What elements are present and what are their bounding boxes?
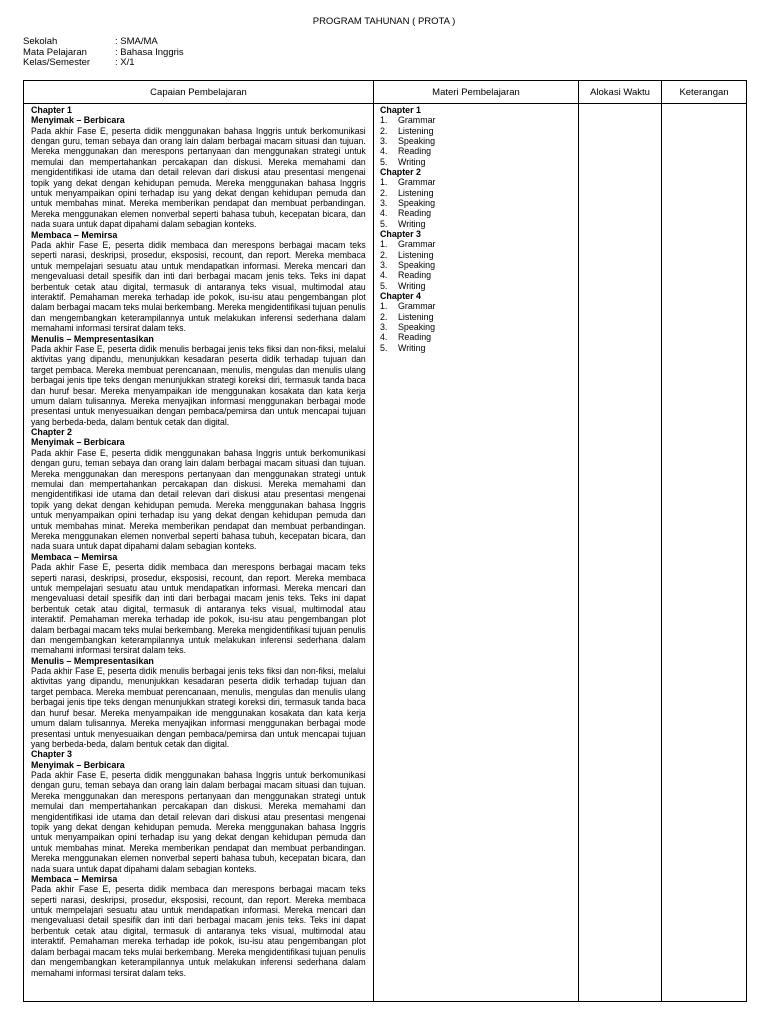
list-item xyxy=(380,208,572,218)
list-item-label: Speaking xyxy=(398,198,436,208)
materi-chapter-heading: Chapter 1 xyxy=(380,105,421,115)
list-item xyxy=(380,260,572,270)
materi-list xyxy=(380,115,572,167)
list-item xyxy=(380,281,572,291)
list-item xyxy=(380,136,572,146)
section-heading: Menulis – Mempresentasikan xyxy=(31,655,154,666)
list-item xyxy=(380,126,572,136)
table-header-row xyxy=(24,81,747,104)
list-number: 5. xyxy=(380,156,388,167)
list-item xyxy=(380,332,572,342)
list-number: 4. xyxy=(380,332,388,343)
list-item-label: Grammar xyxy=(398,301,436,312)
keterangan-cell xyxy=(662,104,747,1002)
section-paragraph: Pada akhir Fase E, peserta didik menggunakan bahasa Inggris untuk berkomunikasi dengan guru, teman sebaya dan orang lain dalam berbagai macam situasi dan tujuan. Mereka menggunakan dan merespons pertanyaan dan menggunakan strategi untuk memulai dan mempertahankan percakapan dan diskusi. Mereka memahami dan mengidentifikasi ide utama dan detail relevan dari diskusi atau presentasi mengenai topik yang dekat dengan kehidupan pemuda. Mereka menggunakan bahasa Inggris untuk menyampaikan opini terhadap isu yang dekat dengan kehidupan pemuda dan untuk membahas minat. Mereka memberikan pendapat dan membuat perbandingan. Mereka menggunakan elemen nonverbal seperti bahasa tubuh, kecepatan bicara, dan nada suara untuk dapat dipahami dalam sebagian konteks. xyxy=(31,769,366,874)
list-number: 2. xyxy=(380,311,388,322)
list-number: 2. xyxy=(380,187,388,198)
meta-row-sekolah xyxy=(23,37,184,48)
header-materi: Materi Pembelajaran xyxy=(374,81,579,104)
list-number: 4. xyxy=(380,146,388,157)
list-number: 2. xyxy=(380,249,388,260)
chapter-heading: Chapter 1 xyxy=(31,105,72,115)
list-item xyxy=(380,198,572,208)
list-number: 4. xyxy=(380,208,388,219)
header-keterangan: Keterangan xyxy=(662,81,747,104)
section-paragraph: Pada akhir Fase E, peserta didik menulis berbagai jenis teks fiksi dan non-fiksi, melalui aktivitas yang dipandu, menunjukkan kesadaran peserta didik terhadap tujuan dan target pembaca. Mereka membuat perencanaan, menulis, mengulas dan menulis ulang berbagai jenis tipe teks dengan menunjukkan strategi koreksi diri, termasuk tanda baca dan huruf besar. Mereka menyampaikan ide menggunakan kosakata dan kata kerja umum dalam tulisannya. Mereka menyajikan informasi menggunakan berbagai mode presentasi untuk menyesuaikan dengan pembaca/pemirsa dan untuk mencapai tujuan yang berbeda-beda, dalam bentuk cetak dan digital. xyxy=(31,666,366,749)
section-paragraph: Pada akhir Fase E, peserta didik menggunakan bahasa Inggris untuk berkomunikasi dengan guru, teman sebaya dan orang lain dalam berbagai macam situasi dan tujuan. Mereka menggunakan dan merespons pertanyaan dan menggunakan strategi untuk memulai dan mempertahankan percakapan dan diskusi. Mereka memahami dan mengidentifikasi ide utama dan detail relevan dari diskusi atau presentasi mengenai topik yang dekat dengan kehidupan pemuda. Mereka menggunakan bahasa Inggris untuk menyampaikan opini terhadap isu yang dekat dengan kehidupan pemuda dan untuk membahas minat. Mereka memberikan pendapat dan membuat perbandingan. Mereka menggunakan elemen nonverbal seperti bahasa tubuh, kecepatan bicara, dan nada suara untuk dapat dipahami dalam sebagian konteks. xyxy=(31,125,366,230)
list-number: 5. xyxy=(380,342,388,353)
list-item-label: Reading xyxy=(398,208,432,219)
list-item xyxy=(380,270,572,280)
list-item-label: Reading xyxy=(398,146,432,157)
chapter-heading: Chapter 2 xyxy=(31,427,72,438)
materi-cell xyxy=(374,104,579,1002)
list-item xyxy=(380,322,572,332)
list-number: 3. xyxy=(380,135,388,146)
header-capaian: Capaian Pembelajaran xyxy=(24,81,374,104)
list-item xyxy=(380,239,572,249)
list-item-label: Listening xyxy=(398,249,434,260)
section-heading: Membaca – Memirsa xyxy=(31,229,118,240)
header-alokasi: Alokasi Waktu xyxy=(579,81,662,104)
section-heading: Membaca – Memirsa xyxy=(31,873,118,884)
meta-label: Sekolah xyxy=(23,36,58,47)
document-title: PROGRAM TAHUNAN ( PROTA ) xyxy=(312,16,456,27)
list-item-label: Grammar xyxy=(398,177,436,188)
meta-label: Mata Pelajaran xyxy=(23,46,87,58)
list-item xyxy=(380,146,572,156)
list-number: 4. xyxy=(380,270,388,281)
materi-list xyxy=(380,239,572,291)
list-number: 1. xyxy=(380,239,388,250)
list-item-label: Listening xyxy=(398,125,434,136)
alokasi-cell xyxy=(579,104,662,1002)
section-heading: Menyimak – Berbicara xyxy=(31,437,125,448)
meta-value: : SMA/MA xyxy=(115,36,158,47)
meta-label: Kelas/Semester xyxy=(23,57,91,68)
list-number: 3. xyxy=(380,260,388,271)
list-number: 3. xyxy=(380,322,388,333)
list-item xyxy=(380,177,572,187)
list-item xyxy=(380,301,572,311)
list-item-label: Reading xyxy=(398,332,432,343)
list-item-label: Writing xyxy=(398,280,426,291)
list-number: 1. xyxy=(380,177,388,188)
list-item-label: Grammar xyxy=(398,239,436,250)
section-paragraph: Pada akhir Fase E, peserta didik menggunakan bahasa Inggris untuk berkomunikasi dengan guru, teman sebaya dan orang lain dalam berbagai macam situasi dan tujuan. Mereka menggunakan dan merespons pertanyaan dan menggunakan strategi untuk memulai dan mempertahankan percakapan dan diskusi. Mereka memahami dan mengidentifikasi ide utama dan detail relevan dari diskusi atau presentasi mengenai topik yang dekat dengan kehidupan pemuda. Mereka menggunakan bahasa Inggris untuk menyampaikan opini terhadap isu yang dekat dengan kehidupan pemuda dan untuk membahas minat. Mereka memberikan pendapat dan membuat perbandingan. Mereka menggunakan elemen nonverbal seperti bahasa tubuh, kecepatan bicara, dan nada suara untuk dapat dipahami dalam sebagian konteks. xyxy=(31,447,366,552)
list-number: 1. xyxy=(380,301,388,312)
section-heading: Menulis – Mempresentasikan xyxy=(31,333,154,344)
list-item-label: Reading xyxy=(398,270,432,281)
materi-list xyxy=(380,177,572,229)
section-paragraph: Pada akhir Fase E, peserta didik membaca dan merespons berbagai macam teks seperti narasi, deskripsi, prosedur, eksposisi, recount, dan report. Mereka membaca untuk mempelajari sesuatu atau untuk mendapatkan informasi. Mereka mencari dan mengevaluasi detail spesifik dan inti dari berbagai macam jenis teks. Teks ini dapat berbentuk cetak atau digital, termasuk di antaranya teks visual, multimodal atau interaktif. Pemahaman mereka terhadap ide pokok, isu-isu atau pengembangan plot dalam berbagai macam teks mulai berkembang. Mereka mengidentifikasi tujuan penulis dan mengembangkan keterampilannya untuk melakukan inferensi sederhana dalam memahami informasi tersirat dalam teks. xyxy=(31,239,366,334)
list-item-label: Grammar xyxy=(398,115,436,126)
list-item xyxy=(380,343,572,353)
materi-chapter-heading: Chapter 3 xyxy=(380,229,421,240)
section-heading: Menyimak – Berbicara xyxy=(31,759,125,770)
list-item-label: Writing xyxy=(398,218,426,229)
section-paragraph: Pada akhir Fase E, peserta didik membaca dan merespons berbagai macam teks seperti narasi, deskripsi, prosedur, eksposisi, recount, dan report. Mereka membaca untuk mempelajari sesuatu atau untuk mendapatkan informasi. Mereka mencari dan mengevaluasi detail spesifik dan inti dari berbagai macam jenis teks. Teks ini dapat berbentuk cetak atau digital, termasuk di antaranya teks visual, multimodal atau interaktif. Pemahaman mereka terhadap ide pokok, isu-isu atau pengembangan plot dalam berbagai macam teks mulai berkembang. Mereka mengidentifikasi tujuan penulis dan mengembangkan keterampilannya untuk melakukan inferensi sederhana dalam memahami informasi tersirat dalam teks. xyxy=(31,562,366,656)
chapter-heading: Chapter 3 xyxy=(31,749,72,760)
table-row xyxy=(24,104,747,1002)
meta-value: : X/1 xyxy=(115,57,135,68)
list-number: 5. xyxy=(380,280,388,291)
list-item xyxy=(380,219,572,229)
list-item-label: Speaking xyxy=(398,322,436,333)
section-paragraph: Pada akhir Fase E, peserta didik membaca dan merespons berbagai macam teks seperti narasi, deskripsi, prosedur, eksposisi, recount, dan report. Mereka membaca untuk mempelajari sesuatu atau untuk mendapatkan informasi. Mereka mencari dan mengevaluasi detail spesifik dan inti dari berbagai macam jenis teks. Teks ini dapat berbentuk cetak atau digital, termasuk di antaranya teks visual, multimodal atau interaktif. Pemahaman mereka terhadap ide pokok, isu-isu atau pengembangan plot dalam berbagai macam teks mulai berkembang. Mereka mengidentifikasi tujuan penulis dan mengembangkan keterampilannya untuk melakukan inferensi sederhana dalam memahami informasi tersirat dalam teks. xyxy=(31,884,366,978)
document-meta xyxy=(23,37,184,69)
list-item-label: Writing xyxy=(398,156,426,167)
section-heading: Membaca – Memirsa xyxy=(31,551,118,562)
prota-table xyxy=(23,80,747,1002)
list-item-label: Writing xyxy=(398,342,426,353)
materi-chapter-heading: Chapter 2 xyxy=(380,167,421,178)
list-item-label: Listening xyxy=(398,187,434,198)
meta-value: : Bahasa Inggris xyxy=(115,46,184,58)
list-item xyxy=(380,115,572,125)
list-item-label: Speaking xyxy=(398,260,436,271)
capaian-cell xyxy=(24,104,374,1002)
list-item xyxy=(380,312,572,322)
list-item xyxy=(380,188,572,198)
list-item-label: Listening xyxy=(398,311,434,322)
materi-list xyxy=(380,301,572,353)
list-number: 5. xyxy=(380,218,388,229)
list-number: 2. xyxy=(380,125,388,136)
list-item xyxy=(380,157,572,167)
meta-row-kelas-semester xyxy=(23,58,184,69)
list-item xyxy=(380,250,572,260)
list-number: 3. xyxy=(380,198,388,208)
list-item-label: Speaking xyxy=(398,135,436,146)
materi-chapter-heading: Chapter 4 xyxy=(380,291,421,302)
list-number: 1. xyxy=(380,115,388,126)
section-heading: Menyimak – Berbicara xyxy=(31,115,125,126)
section-paragraph: Pada akhir Fase E, peserta didik menulis berbagai jenis teks fiksi dan non-fiksi, melalui aktivitas yang dipandu, menunjukkan kesadaran peserta didik terhadap tujuan dan target pembaca. Mereka membuat perencanaan, menulis, mengulas dan menulis ulang berbagai jenis tipe teks dengan menunjukkan strategi koreksi diri, termasuk tanda baca dan huruf besar. Mereka menyampaikan ide menggunakan kosakata dan kata kerja umum dalam tulisannya. Mereka menyajikan informasi menggunakan berbagai mode presentasi untuk menyesuaikan dengan pembaca/pemirsa dan untuk mencapai tujuan yang berbeda-beda, dalam bentuk cetak dan digital. xyxy=(31,343,366,427)
